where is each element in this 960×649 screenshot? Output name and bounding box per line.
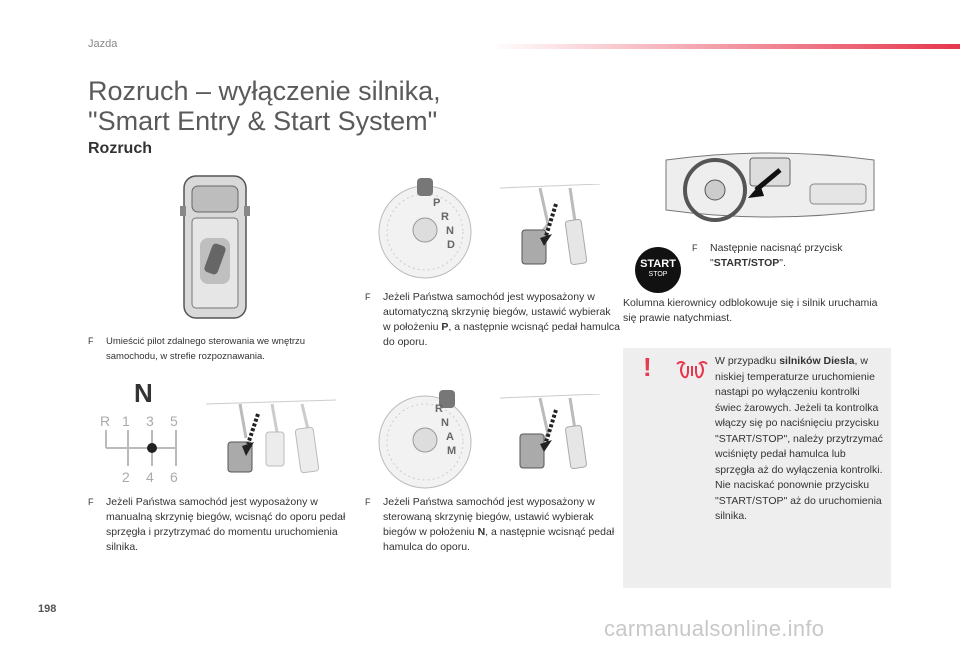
header-accent-bar — [490, 44, 960, 49]
bullet-glyph: F — [365, 292, 371, 302]
step-robot-text-2: , a następnie wcisnąć pedał hamulca do oporu. — [383, 526, 615, 553]
gear-2: 2 — [122, 469, 130, 485]
step-press-bold: START/STOP — [713, 257, 780, 269]
warning-icon: ! — [643, 352, 652, 382]
step-auto-text-2: , a następnie wcisnąć pedał hamulca do oporu. — [383, 321, 620, 348]
step-manual-text: Jeżeli Państwa samochód jest wyposażony w manualną skrzynię biegów, wcisnąć do oporu pedał sprzęgła i przytrzymać do momentu uruchomienia silnika. — [106, 496, 346, 553]
step-press-start — [692, 241, 892, 271]
selector-r-label: R — [441, 211, 449, 223]
gear-3: 3 — [146, 413, 154, 429]
gear-5: 5 — [170, 413, 178, 429]
brake-pedal-auto-illustration — [500, 184, 600, 274]
step-robot-bold: N — [477, 526, 486, 538]
gear-6: 6 — [170, 469, 178, 485]
bullet-glyph: F — [365, 497, 371, 507]
bullet-glyph: F — [88, 497, 94, 507]
step-auto-bold: P — [441, 321, 449, 333]
dashboard-illustration — [660, 150, 880, 230]
step-press-text-2: ". — [779, 257, 786, 269]
robot-gear-selector-illustration — [375, 384, 475, 490]
bullet-glyph: F — [692, 243, 698, 253]
note-text-2: , w niskiej temperaturze uruchomienie nastąpi po wyłączeniu kontrolki świec żarowych. Jeżeli ta kontrolka włączy się po naciśnięciu przycisku "START/STOP", należy przytrzymać wciśnięty pedał hamulca lub sprzęgła aż do wyłączenia kontrolki. Nie naciskać ponownie przycisku "START/STOP" aż do uruchomienia silnika. — [715, 355, 883, 522]
step-remote — [88, 334, 350, 364]
start-label: START — [640, 258, 676, 270]
bullet-glyph: F — [88, 336, 94, 346]
selector-n-label: N — [441, 417, 449, 429]
title-line-1: Rozruch – wyłączenie silnika, — [88, 76, 441, 106]
selector-m-label: M — [447, 445, 457, 457]
manual-gear-pattern-diagram — [96, 410, 188, 486]
section-heading: Rozruch — [88, 140, 152, 157]
brake-pedal-robot-illustration — [500, 394, 600, 474]
glow-plug-icon — [675, 360, 709, 380]
gear-4: 4 — [146, 469, 154, 485]
neutral-position-dot — [147, 443, 157, 453]
step-robot-text-1: Jeżeli Państwa samochód jest wyposażony w sterowaną skrzynię biegów, ustawić wybierak biegów w położeniu — [383, 496, 595, 538]
step-manual — [88, 495, 350, 555]
selector-n-label: N — [446, 225, 454, 237]
steering-unlock-text: Kolumna kierownicy odblokowuje się i silnik uruchamia się prawie natychmiast. — [623, 297, 878, 324]
stop-label: STOP — [648, 271, 668, 278]
note-text-1: W przypadku — [715, 355, 780, 367]
selector-r-label: R — [435, 403, 443, 415]
diesel-note-box — [623, 348, 891, 588]
start-stop-button-icon — [635, 247, 681, 293]
section-label: Jazda — [88, 38, 118, 50]
gear-n-letter: N — [134, 378, 153, 408]
note-bold: silników Diesla — [779, 355, 855, 367]
gear-r: R — [100, 413, 111, 429]
diesel-note-text — [715, 354, 885, 525]
gear-1: 1 — [122, 413, 130, 429]
page-title — [88, 76, 441, 136]
step-remote-text: Umieścić pilot zdalnego sterowania we wnętrzu samochodu, w strefie rozpoznawania. — [106, 336, 306, 362]
step-press-text-1: Następnie nacisnąć przycisk " — [710, 242, 843, 269]
step-robot — [365, 495, 620, 555]
selector-a-label: A — [446, 431, 454, 443]
car-top-view-illustration — [180, 172, 250, 322]
page-number: 198 — [38, 603, 57, 615]
clutch-pedal-illustration — [206, 398, 336, 476]
step-auto — [365, 290, 620, 350]
watermark-text: carmanualsonline.info — [604, 616, 825, 641]
step-auto-text-1: Jeżeli Państwa samochód jest wyposażony w automatyczną skrzynię biegów, ustawić wybierak w położeniu — [383, 291, 611, 333]
selector-d-label: D — [447, 239, 455, 251]
title-line-2: "Smart Entry & Start System" — [88, 106, 438, 136]
auto-gear-selector-illustration — [375, 172, 475, 282]
selector-p-label: P — [433, 197, 441, 209]
